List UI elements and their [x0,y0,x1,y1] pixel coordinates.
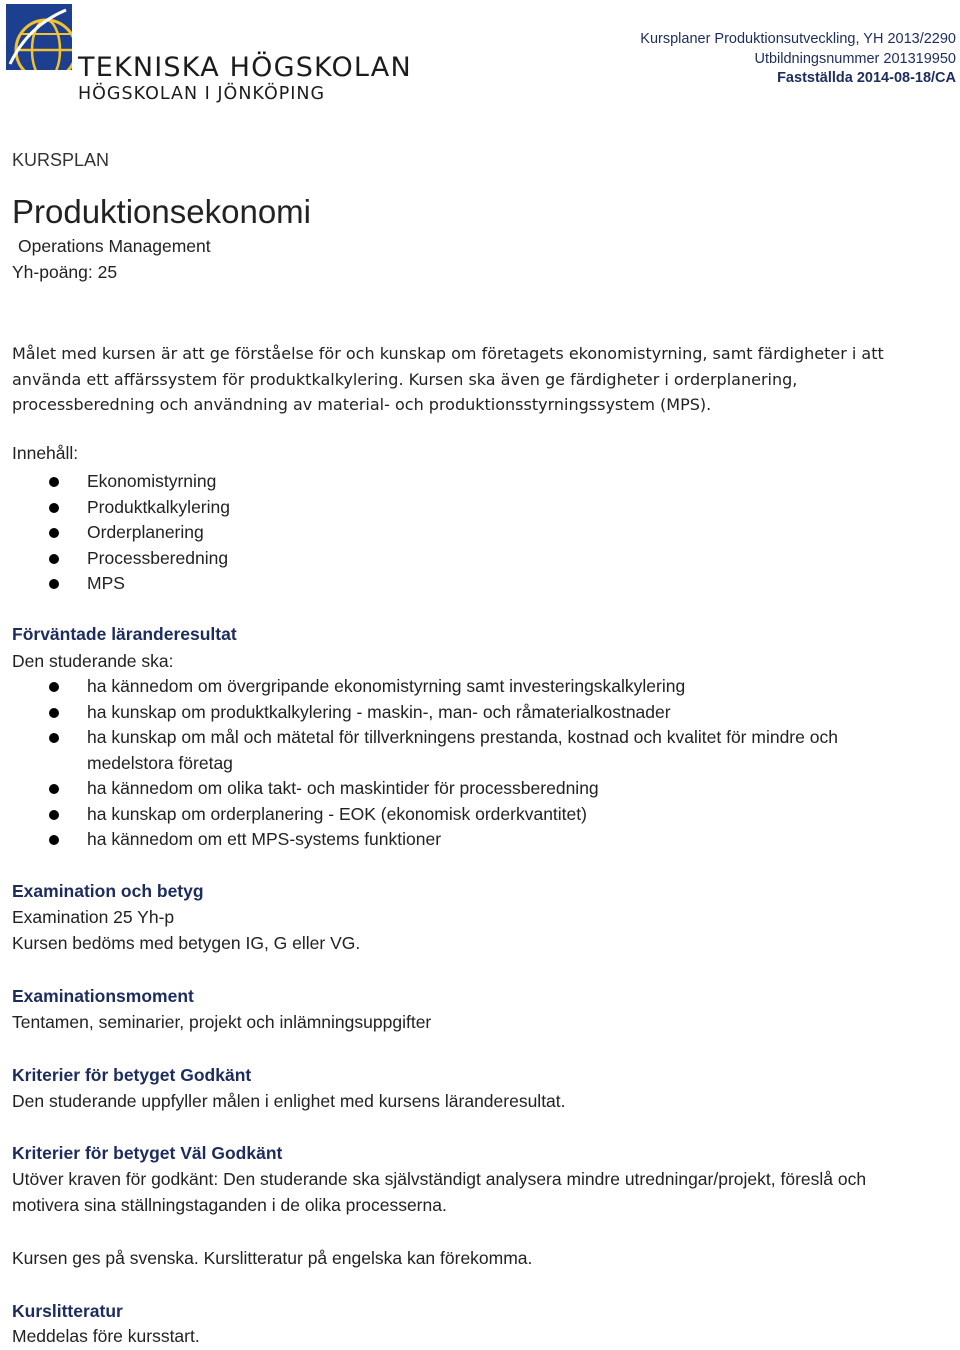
list-item: Ekonomistyrning [0,469,230,495]
exam-heading: Examination och betyg [12,881,204,901]
logo-emblem-icon [6,4,72,70]
intro-line: Målet med kursen är att ge förståelse för och kunskap om företagets ekonomistyrning, samt färdigheter i att [12,344,884,363]
course-points: Yh-poäng: 25 [12,262,118,282]
list-item: ha kunskap om orderplanering - EOK (ekonomisk orderkvantitet) [0,802,838,828]
bullet-icon [49,477,59,487]
bullet-icon [49,503,59,513]
distinction-criteria-line: Utöver kraven för godkänt: Den studerande ska självständigt analysera mindre utredningar/projekt, föreslå och [12,1169,867,1189]
header-education-number: Utbildningsnummer 201319950 [754,50,956,67]
bullet-icon [49,835,59,845]
moments-heading: Examinationsmoment [12,986,194,1006]
intro-paragraph [12,341,884,418]
distinction-criteria-line: motivera sina ställningstaganden i de olika processerna. [12,1195,447,1215]
header-approved-date: Fastställda 2014-08-18/CA [777,70,956,86]
content-heading: Innehåll: [12,443,79,463]
list-item: MPS [0,571,230,597]
intro-line: processberedning och användning av material- och produktionsstyrningssystem (MPS). [12,395,712,414]
outcomes-heading: Förväntade läranderesultat [12,624,237,644]
logo-subname: HÖGSKOLAN I JÖNKÖPING [78,84,326,104]
page-subtitle: Operations Management [18,236,211,256]
intro-line: använda ett affärssystem för produktkalkylering. Kursen ska även ge färdigheter i orderplanering, [12,369,798,389]
header-course-plans: Kursplaner Produktionsutveckling, YH 2013/2290 [640,31,956,47]
page-title: Produktionsekonomi [12,193,311,230]
content-list [0,469,230,597]
pass-criteria-text: Den studerande uppfyller målen i enlighet med kursens läranderesultat. [12,1091,566,1111]
list-item: Processberedning [0,546,230,572]
literature-heading: Kurslitteratur [12,1301,123,1321]
bullet-icon [49,708,59,718]
exam-grades: Kursen bedöms med betygen IG, G eller VG. [12,933,361,953]
list-item: Orderplanering [0,520,230,546]
bullet-icon [49,528,59,538]
school-logo [6,4,412,104]
list-item-continuation: medelstora företag [87,752,233,773]
moments-text: Tentamen, seminarier, projekt och inlämningsuppgifter [12,1012,432,1032]
logo-name: TEKNISKA HÖGSKOLAN [78,52,412,83]
list-item: ha kännedom om övergripande ekonomistyrning samt investeringskalkylering [0,674,838,700]
language-note: Kursen ges på svenska. Kurslitteratur på engelska kan förekomma. [12,1248,533,1268]
pass-criteria-heading: Kriterier för betyget Godkänt [12,1065,252,1085]
literature-text: Meddelas före kursstart. [12,1326,200,1346]
list-item: ha kännedom om ett MPS-systems funktioner [0,827,838,853]
bullet-icon [49,682,59,692]
bullet-icon [49,784,59,794]
bullet-icon [49,810,59,820]
bullet-icon [49,733,59,743]
list-item: ha kunskap om mål och mätetal för tillverkningens prestanda, kostnad och kvalitet för mindre och [0,725,838,751]
bullet-icon [49,554,59,564]
list-item: ha kunskap om produktkalkylering - maskin-, man- och råmaterialkostnader [0,700,838,726]
list-item: ha kännedom om olika takt- och maskintider för processberedning [0,776,838,802]
document-label: KURSPLAN [12,150,110,170]
exam-points: Examination 25 Yh-p [12,907,175,927]
distinction-criteria-heading: Kriterier för betyget Väl Godkänt [12,1143,283,1163]
outcomes-intro: Den studerande ska: [12,651,174,671]
outcomes-list [0,674,838,853]
document-header-info [640,30,956,89]
list-item: Produktkalkylering [0,495,230,521]
bullet-icon [49,579,59,589]
